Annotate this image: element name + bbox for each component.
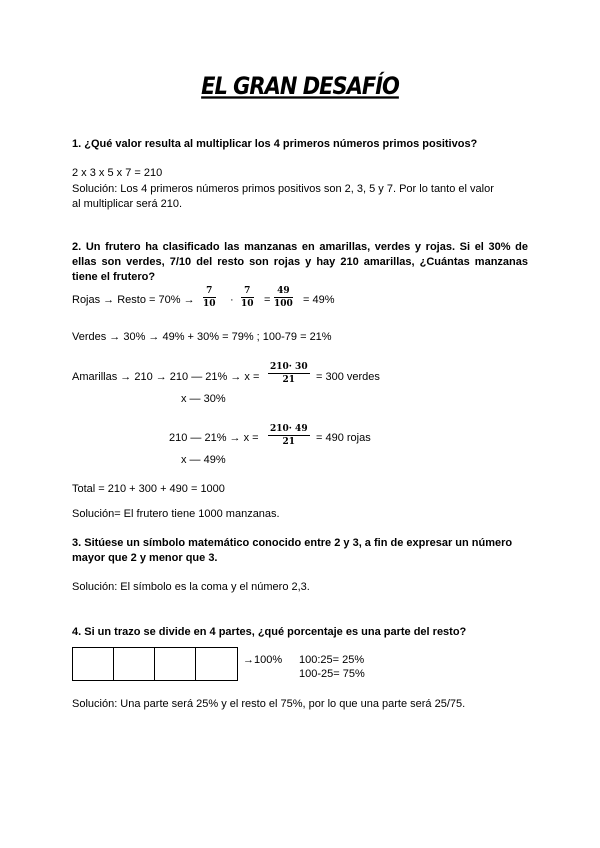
question-3: 3. Sitúese un símbolo matemático conocido entre 2 y 3, a fin de expresar un número mayor que 2 y menor que 3. — [72, 537, 513, 564]
segment-divider-1 — [113, 648, 114, 680]
rule2-x-line: x — 49% — [181, 454, 226, 466]
q4-subtraction-line: 100-25= 75% — [299, 668, 365, 680]
segment-diagram — [72, 647, 238, 681]
fraction-210x49-21: $\frac{210\cdot 49}{21}$ — [270, 424, 308, 447]
q4-arrow-100: →100% — [243, 654, 283, 666]
question-4: 4. Si un trazo se divide en 4 partes, ¿qué porcentaje es una parte del resto? — [72, 626, 467, 638]
q1-calculation: 2 x 3 x 5 x 7 = 210 — [72, 167, 163, 179]
q2-rojas-line: Rojas → Resto = 70% → — [72, 294, 195, 306]
segment-divider-2 — [154, 648, 155, 680]
q3-solution: Solución: El símbolo es la coma y el número 2,3. — [72, 581, 310, 593]
q2-rule2-line: 210 — 21% → x = — [169, 432, 259, 444]
q2-amarillas-line: Amarillas → 210 → 210 — 21% → x = — [72, 371, 260, 383]
rojas-result: = 49% — [303, 294, 335, 306]
segment-divider-3 — [195, 648, 196, 680]
q4-solution: Solución: Una parte será 25% y el resto el 75%, por lo que una parte será 25/75. — [72, 698, 466, 710]
fraction-49-100: $\frac{49}{100}$ — [274, 286, 293, 309]
q1-solution: Solución: Los 4 primeros números primos positivos son 2, 3, 5 y 7. Por lo tanto el valor al multiplicar será 210. — [72, 183, 494, 210]
question-1: 1. ¿Qué valor resulta al multiplicar los 4 primeros números primos positivos? — [72, 138, 478, 150]
question-2: 2. Un frutero ha clasificado las manzanas en amarillas, verdes y rojas. Si el 30% de ellas son verdes, 7/10 del resto son rojas y hay 210 amarillas, ¿Cuántas manzanas tiene el frutero? — [72, 241, 528, 283]
q2-solution: Solución= El frutero tiene 1000 manzanas. — [72, 508, 280, 520]
equals-sign: = — [264, 294, 271, 306]
fraction-210x30-21: $\frac{210\cdot 30}{21}$ — [270, 362, 308, 385]
fraction-7-10-a: $\frac{7}{10}$ — [203, 286, 216, 309]
amarillas-x-line: x — 30% — [181, 393, 226, 405]
page-title: EL GRAN DESAFÍO — [201, 72, 399, 100]
q4-division-line: 100:25= 25% — [299, 654, 365, 666]
q2-verdes-line: Verdes → 30% → 49% + 30% = 79% ; 100-79 = 21% — [72, 331, 332, 343]
rule2-result: = 490 rojas — [316, 432, 371, 444]
amarillas-result: = 300 verdes — [316, 371, 380, 383]
multiply-dot: · — [230, 294, 234, 306]
q2-total: Total = 210 + 300 + 490 = 1000 — [72, 483, 225, 495]
fraction-7-10-b: $\frac{7}{10}$ — [241, 286, 254, 309]
